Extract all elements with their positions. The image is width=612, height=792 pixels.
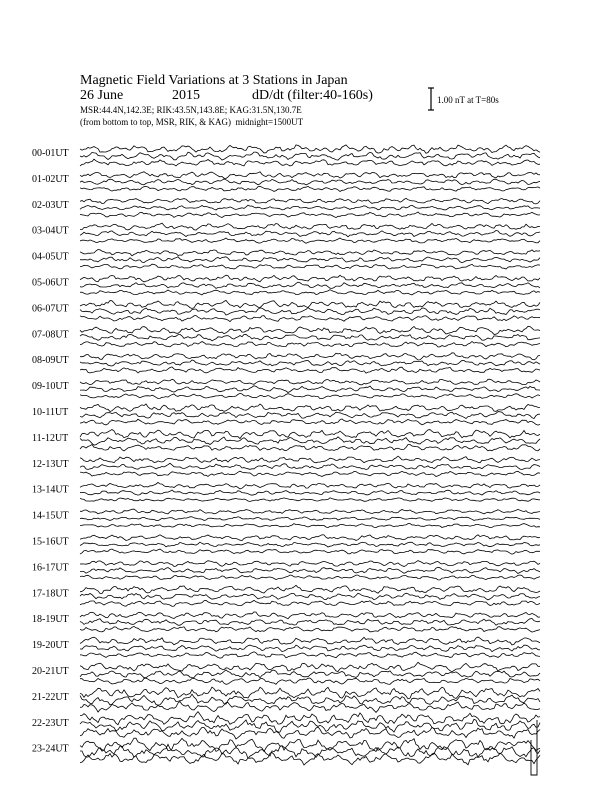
trace-msr-16-17ut [80, 575, 540, 580]
trace-rik-07-08ut [80, 334, 540, 341]
trace-kag-03-04ut [80, 223, 540, 230]
hour-label: 20-21UT [32, 666, 69, 677]
trace-rik-09-10ut [80, 386, 540, 393]
hour-label: 16-17UT [32, 562, 69, 574]
trace-msr-04-05ut [80, 264, 540, 269]
trace-msr-17-18ut [80, 600, 540, 606]
scale-bar-label: 1.00 nT at T=80s [437, 95, 499, 105]
trace-msr-13-14ut [80, 498, 540, 502]
hour-label: 14-15UT [32, 510, 69, 522]
hour-label: 18-19UT [32, 614, 69, 626]
hour-label: 03-04UT [32, 225, 69, 237]
trace-kag-08-09ut [80, 353, 540, 360]
trace-kag-10-11ut [80, 404, 540, 412]
trace-msr-07-08ut [80, 342, 540, 348]
stations-label: MSR:44.4N,142.3E; RIK:43.5N,143.8E; KAG:31.5N,130.7E [80, 105, 302, 115]
trace-kag-14-15ut [80, 509, 540, 514]
date-label: 26 June [80, 88, 124, 103]
hour-label: 04-05UT [32, 251, 69, 263]
year-label: 2015 [172, 88, 200, 103]
hour-label: 22-23UT [32, 717, 69, 729]
hour-label: 09-10UT [32, 381, 69, 393]
trace-msr-18-19ut [80, 626, 540, 632]
trace-rik-12-13ut [80, 463, 540, 469]
trace-kag-05-06ut [80, 275, 540, 282]
trace-msr-12-13ut [80, 471, 540, 476]
hour-label: 00-01UT [32, 148, 69, 159]
trace-msr-14-15ut [80, 524, 540, 528]
trace-msr-23-24ut [80, 753, 540, 766]
scale-bar [428, 88, 434, 110]
trace-kag-15-16ut [80, 535, 540, 541]
trace-msr-20-21ut [80, 678, 540, 684]
trace-kag-00-01ut [80, 145, 540, 153]
trace-rik-15-16ut [80, 542, 540, 547]
trace-msr-05-06ut [80, 290, 540, 295]
trace-msr-22-23ut [80, 727, 540, 739]
trace-rik-05-06ut [80, 282, 540, 288]
trace-kag-01-02ut [80, 172, 540, 179]
trace-rik-02-03ut [80, 205, 540, 210]
quantity-label: dD/dt (filter:40-160s) [252, 88, 373, 103]
trace-msr-19-20ut [80, 652, 540, 658]
trace-kag-02-03ut [80, 198, 540, 204]
trace-rik-22-23ut [80, 719, 540, 732]
trace-kag-07-08ut [80, 326, 540, 334]
trace-kag-12-13ut [80, 456, 540, 463]
hour-label: 10-11UT [32, 407, 69, 418]
trace-kag-16-17ut [80, 561, 540, 567]
trace-msr-08-09ut [80, 367, 540, 373]
trace-rik-23-24ut [80, 744, 540, 758]
trace-rik-20-21ut [80, 670, 540, 678]
trace-rik-16-17ut [80, 567, 540, 573]
trace-rik-13-14ut [80, 490, 540, 495]
trace-msr-10-11ut [80, 419, 540, 425]
hour-label: 12-13UT [32, 458, 69, 470]
trace-kag-19-20ut [80, 637, 540, 645]
trace-msr-01-02ut [80, 186, 540, 191]
trace-kag-20-21ut [80, 662, 540, 671]
trace-rik-08-09ut [80, 360, 540, 366]
midnight-note: midnight=1500UT [235, 117, 304, 127]
trace-msr-21-22ut [80, 702, 540, 713]
trace-rik-01-02ut [80, 179, 540, 185]
hour-label: 23-24UT [32, 743, 69, 755]
hour-label: 17-18UT [32, 588, 69, 600]
trace-rik-21-22ut [80, 694, 540, 705]
trace-msr-09-10ut [80, 393, 540, 398]
hour-label: 02-03UT [32, 199, 69, 211]
hour-label: 01-02UT [32, 173, 69, 185]
trace-msr-02-03ut [80, 212, 540, 218]
trace-kag-04-05ut [80, 250, 540, 256]
trace-kag-17-18ut [80, 585, 540, 593]
trace-rik-00-01ut [80, 152, 540, 160]
hour-label: 08-09UT [32, 355, 69, 367]
trace-kag-18-19ut [80, 612, 540, 619]
hour-label: 15-16UT [32, 536, 69, 548]
trace-kag-06-07ut [80, 300, 540, 308]
trace-rik-17-18ut [80, 593, 540, 600]
hour-label: 19-20UT [32, 640, 69, 652]
chart-title: Magnetic Field Variations at 3 Stations in Japan [80, 73, 348, 88]
trace-kag-21-22ut [80, 687, 540, 699]
hour-label: 06-07UT [32, 303, 69, 315]
hour-label: 11-12UT [32, 432, 69, 444]
trace-rik-11-12ut [80, 437, 540, 445]
trace-rik-14-15ut [80, 517, 540, 521]
trace-rik-10-11ut [80, 412, 540, 419]
trace-msr-15-16ut [80, 549, 540, 554]
trace-rik-19-20ut [80, 645, 540, 652]
hour-label: 05-06UT [32, 277, 69, 289]
hour-label: 13-14UT [32, 484, 69, 496]
trace-kag-09-10ut [80, 379, 540, 385]
hour-label: 07-08UT [32, 329, 69, 341]
trace-rik-06-07ut [80, 308, 540, 315]
trace-rik-03-04ut [80, 230, 540, 236]
trace-rik-04-05ut [80, 257, 540, 263]
trace-msr-00-01ut [80, 159, 540, 166]
trace-kag-13-14ut [80, 482, 540, 489]
trace-msr-03-04ut [80, 238, 540, 243]
order-note: (from bottom to top, MSR, RIK, & KAG) [80, 117, 232, 127]
trace-kag-11-12ut [80, 430, 540, 439]
trace-msr-06-07ut [80, 316, 540, 322]
hour-label: 21-22UT [32, 691, 69, 703]
trace-kag-23-24ut [80, 738, 540, 751]
trace-msr-11-12ut [80, 445, 540, 451]
trace-rik-18-19ut [80, 619, 540, 626]
